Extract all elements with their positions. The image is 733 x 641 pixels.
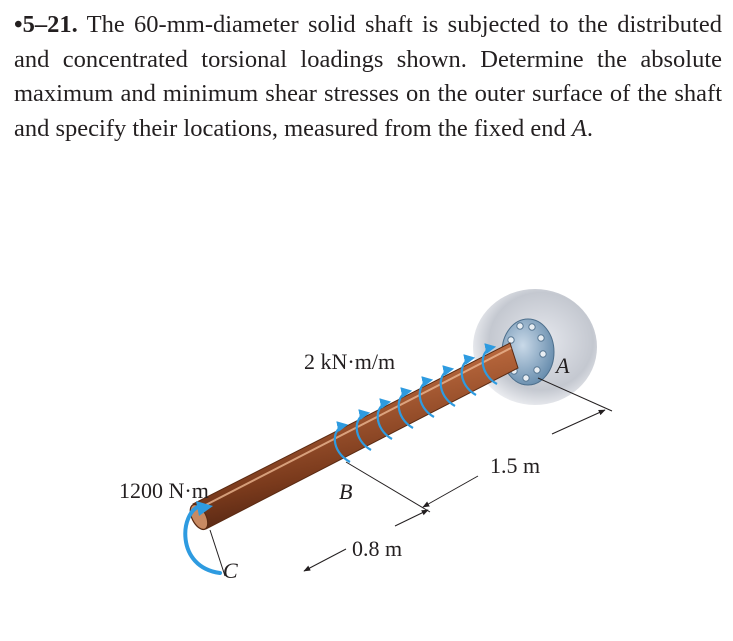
bolt-icon bbox=[508, 337, 514, 343]
bolt-icon bbox=[529, 324, 535, 330]
concentrated-torque-label: 1200 N·m bbox=[119, 478, 209, 503]
point-a-label: A bbox=[556, 353, 570, 378]
dimension-bc-label: 0.8 m bbox=[352, 536, 403, 561]
bolt-icon bbox=[523, 375, 529, 381]
point-c-label: C bbox=[223, 558, 238, 583]
distributed-load-label: 2 kN·m/m bbox=[304, 349, 396, 374]
point-b-label: B bbox=[339, 479, 353, 504]
fixed-end-symbol: A bbox=[571, 114, 587, 142]
bolt-icon bbox=[540, 351, 546, 357]
bolt-icon bbox=[534, 367, 540, 373]
bolt-icon bbox=[517, 323, 523, 329]
problem-text: The 60-mm-diameter solid shaft is subjected to the distributed and concentrated torsional loadings shown. Determine the absolute maximum and minimum shear stresses on the outer surface of the shaft and specify their locations, measured from the fixed end bbox=[14, 11, 722, 142]
problem-number: •5–21. bbox=[14, 11, 78, 38]
problem-text-end: . bbox=[586, 114, 593, 142]
dimension-ab-label: 1.5 m bbox=[490, 453, 541, 478]
bolt-icon bbox=[538, 335, 544, 341]
